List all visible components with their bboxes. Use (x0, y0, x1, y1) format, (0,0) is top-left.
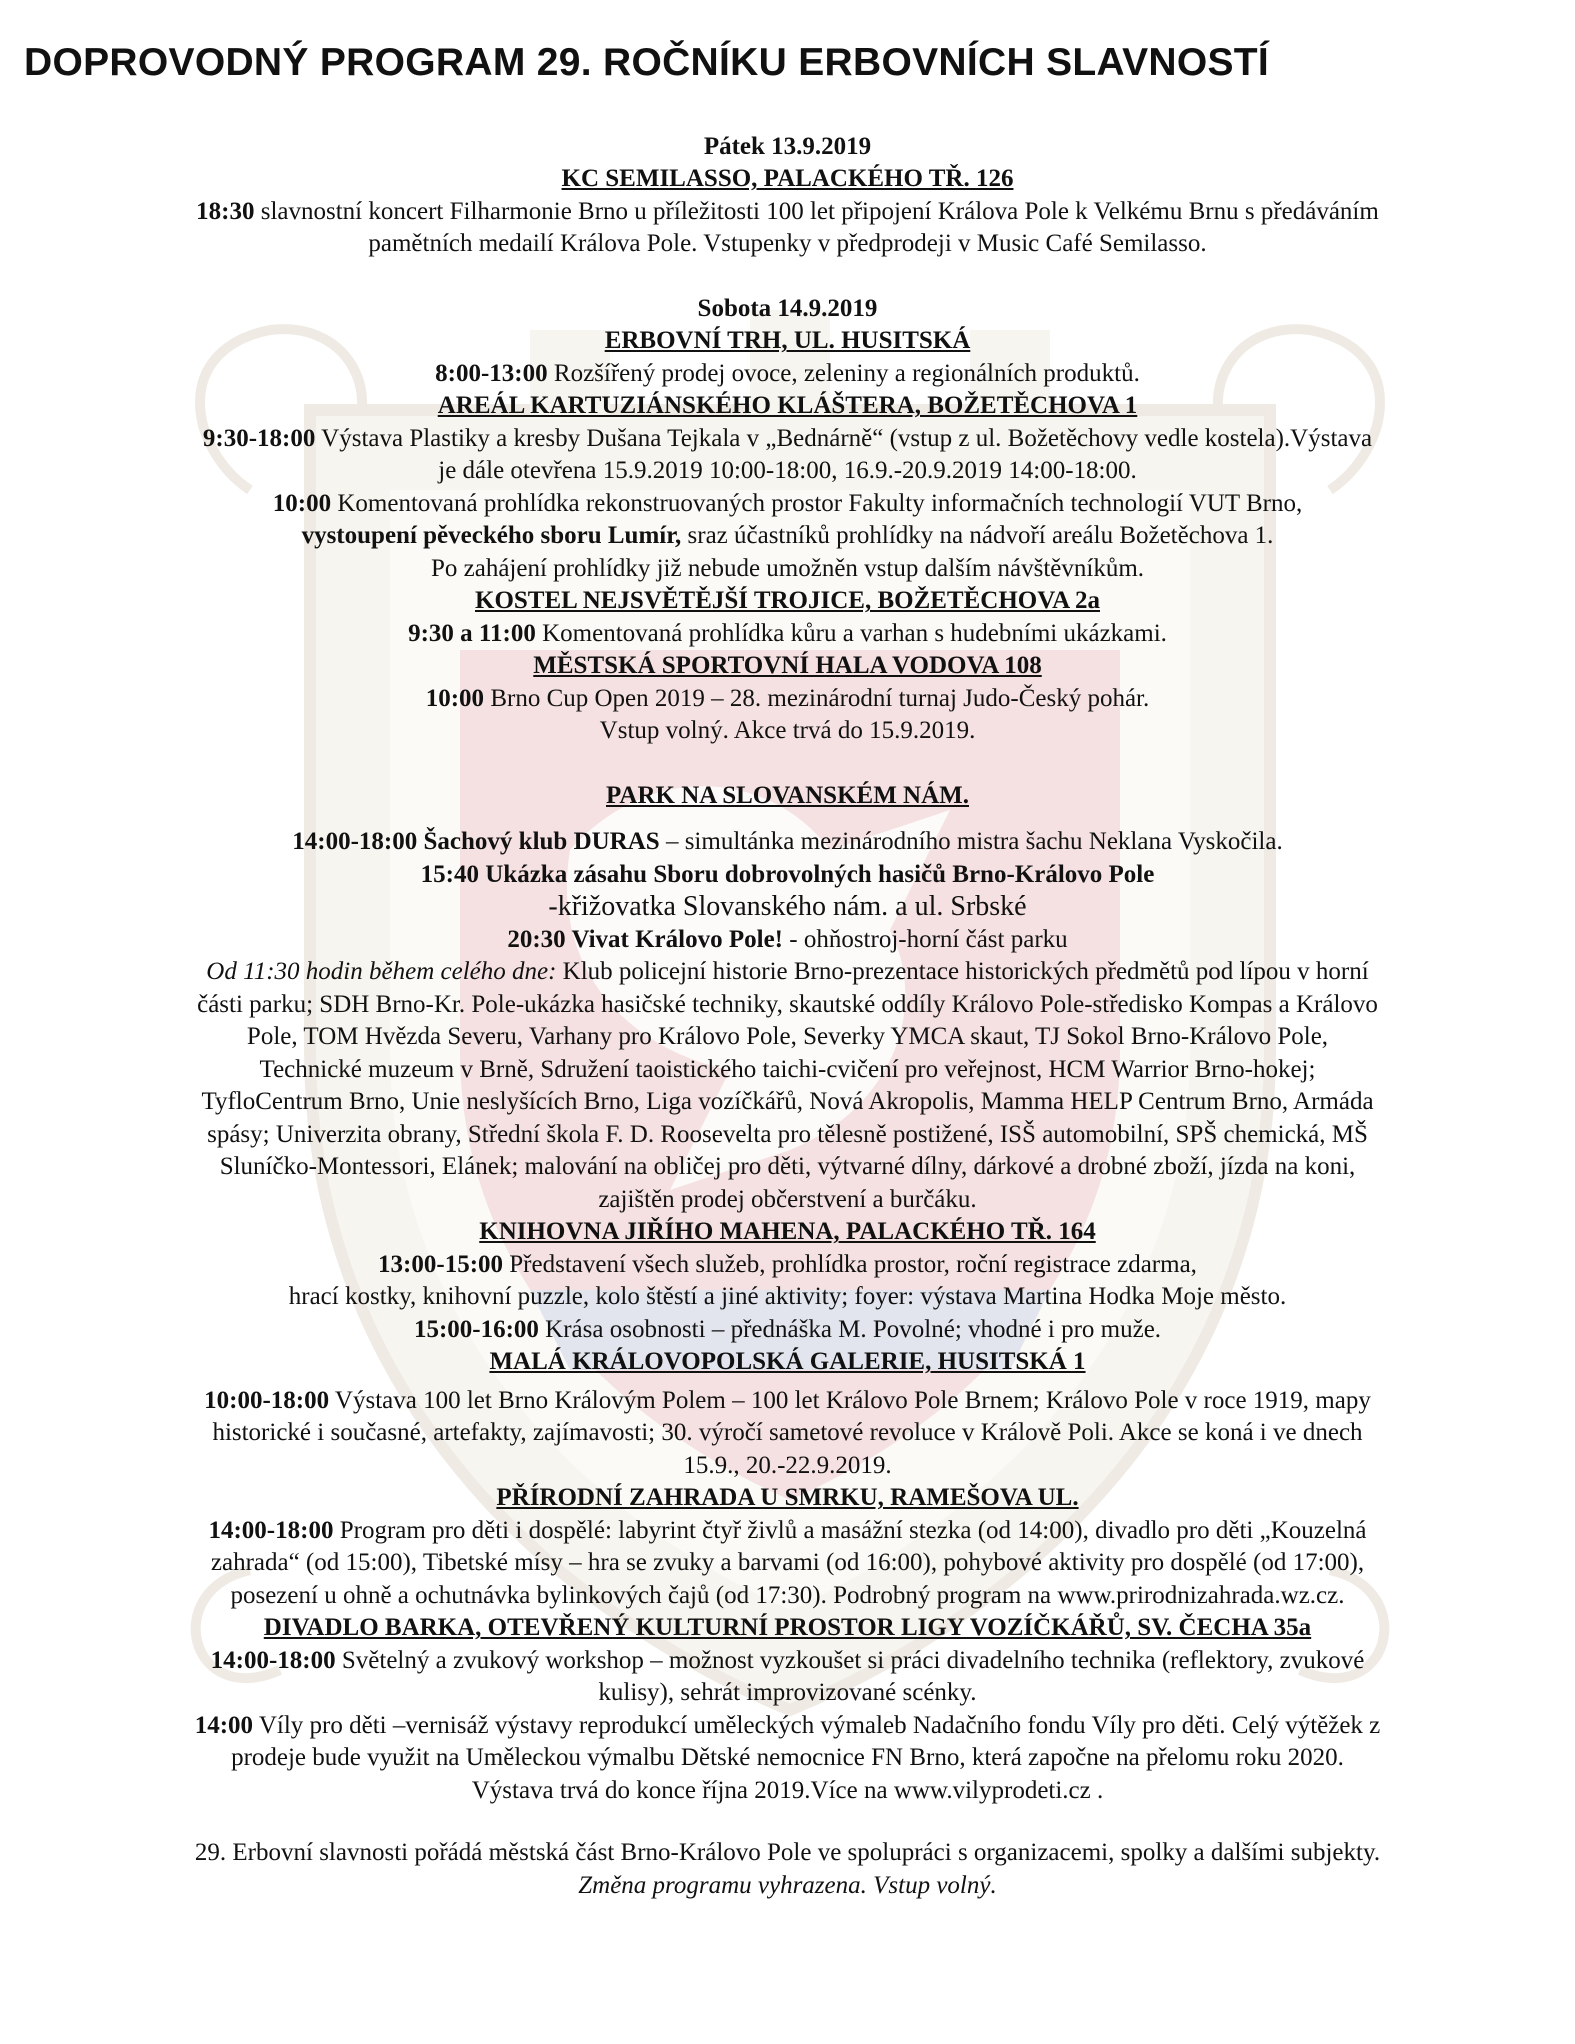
venue-kartuzie: AREÁL KARTUZIÁNSKÉHO KLÁŠTERA, BOŽETĚCHOVA 1 (437, 392, 1138, 420)
event-text: zahrada“ (od 15:00), Tibetské mísy – hra se zvuky a barvami (od 16:00), pohybové aktivity pro dospělé (od 17:00), (210, 1549, 1365, 1577)
event-organ-tour: 9:30 a 11:00 Komentovaná prohlídka kůru a varhan s hudebními ukázkami. (408, 619, 1167, 647)
event-concert: 18:30 slavnostní koncert Filharmonie Brno u příležitosti 100 let připojení Králova Pole k Velkému Brnu s předáváním (196, 197, 1379, 225)
event-text: Sluníčko-Montessori, Elánek; malování na obličej pro děti, výtvarné dílny, dárkové a drobné zboží, jízda na koni, (219, 1153, 1356, 1181)
change-note: Změna programu vyhrazena. Vstup volný. (578, 1871, 997, 1899)
event-text: 15.9., 20.-22.9.2019. (683, 1451, 892, 1479)
event-workshop: 14:00-18:00 Světelný a zvukový workshop – možnost vyzkoušet si práci divadelního technika (reflektory, zvukové (210, 1646, 1365, 1674)
venue-zahrada: PŘÍRODNÍ ZAHRADA U SMRKU, RAMEŠOVA UL. (496, 1484, 1079, 1512)
event-fireworks: 20:30 Vivat Královo Pole! - ohňostroj-horní část parku (507, 925, 1068, 953)
event-text: Vstup volný. Akce trvá do 15.9.2019. (599, 717, 976, 745)
event-text: historické i současné, artefakty, zajímavosti; 30. výročí sametové revoluce v Králově Poli. Akce se koná i ve dnech (212, 1419, 1363, 1447)
event-exhibition-tejkal: 9:30-18:00 Výstava Plastiky a kresby Dušana Tejkala v „Bednárně“ (vstup z ul. Božetěchovy vedle kostela).Výstava (202, 424, 1373, 452)
event-vernissage: 14:00 Víly pro děti –vernisáž výstavy reprodukcí uměleckých výmaleb Nadačního fondu Víly pro děti. Celý výtěžek z (194, 1711, 1381, 1739)
event-text: pamětních medailí Králova Pole. Vstupenky v předprodeji v Music Café Semilasso. (368, 230, 1207, 258)
event-text: je dále otevřena 15.9.2019 10:00-18:00, 16.9.-20.9.2019 14:00-18:00. (438, 457, 1137, 485)
venue-park: PARK NA SLOVANSKÉM NÁM. (606, 781, 969, 809)
event-text: Pole, TOM Hvězda Severu, Varhany pro Královo Pole, Severky YMCA skaut, TJ Sokol Brno-Královo Pole, (246, 1023, 1329, 1051)
venue-galerie: MALÁ KRÁLOVOPOLSKÁ GALERIE, HUSITSKÁ 1 (489, 1348, 1086, 1376)
event-chess: 14:00-18:00 Šachový klub DURAS – simultánka mezinárodního mistra šachu Neklana Vyskočila. (292, 828, 1283, 856)
event-lecture: 15:00-16:00 Krása osobnosti – přednáška M. Povolné; vhodné i pro muže. (413, 1315, 1162, 1343)
venue-semilasso: KC SEMILASSO, PALACKÉHO TŘ. 126 (561, 165, 1014, 193)
footer (24, 1837, 1551, 1902)
event-all-day: Od 11:30 hodin během celého dne: Klub policejní historie Brno-prezentace historických předmětů pod lípou v horní (206, 958, 1369, 986)
venue-knihovna: KNIHOVNA JIŘÍHO MAHENA, PALACKÉHO TŘ. 164 (479, 1218, 1096, 1246)
venue-sportovni-hala: MĚSTSKÁ SPORTOVNÍ HALA VODOVA 108 (533, 652, 1042, 680)
event-judo: 10:00 Brno Cup Open 2019 – 28. mezinárodní turnaj Judo-Český pohár. (425, 684, 1150, 712)
venue-barka: DIVADLO BARKA, OTEVŘENÝ KULTURNÍ PROSTOR LIGY VOZÍČKÁŘŮ, SV. ČECHA 35a (263, 1614, 1312, 1642)
event-library: 13:00-15:00 Představení všech služeb, prohlídka prostor, roční registrace zdarma, (378, 1250, 1197, 1278)
event-text: kulisy), sehrát improvizované scénky. (598, 1679, 977, 1707)
venue-kostel: KOSTEL NEJSVĚTĚJŠÍ TROJICE, BOŽETĚCHOVA 2a (475, 587, 1100, 615)
event-text: TyfloCentrum Brno, Unie neslyšících Brno, Liga vozíčkářů, Nová Akropolis, Mamma HELP Centrum Brno, Armáda (201, 1088, 1374, 1116)
venue-erbovni-trh: ERBOVNÍ TRH, UL. HUSITSKÁ (604, 327, 971, 355)
program-body (24, 131, 1551, 1808)
event-text: Po zahájení prohlídky již nebude umožněn vstup dalším návštěvníkům. (430, 554, 1145, 582)
event-text: spásy; Univerzita obrany, Střední škola F. D. Roosevelta pro tělesně postižené, ISŠ automobilní, SPŠ chemická, MŠ (207, 1120, 1368, 1148)
organizer-note: 29. Erbovní slavnosti pořádá městská část Brno-Královo Pole ve spolupráci s organizacemi, spolky a dalšími subjekty. (194, 1839, 1381, 1867)
event-text: hrací kostky, knihovní puzzle, kolo štěstí a jiné aktivity; foyer: výstava Martina Hodka Moje město. (288, 1283, 1287, 1311)
event-time: 18:30 (196, 197, 255, 225)
event-text: Výstava trvá do konce října 2019.Více na www.vilyprodeti.cz . (471, 1776, 1104, 1804)
event-text: -křižovatka Slovanského nám. a ul. Srbské (548, 891, 1027, 923)
day-heading-friday: Pátek 13.9.2019 (703, 132, 872, 160)
event-text: posezení u ohně a ochutnávka bylinkových čajů (od 17:30). Podrobný program na www.prirodnizahrada.wz.cz. (230, 1581, 1345, 1609)
event-text: části parku; SDH Brno-Kr. Pole-ukázka hasičské techniky, skautské oddíly Královo Pole-středisko Kompas a Královo (197, 990, 1378, 1018)
event-market: 8:00-13:00 Rozšířený prodej ovoce, zeleniny a regionálních produktů. (435, 359, 1140, 387)
event-firefighters: 15:40 Ukázka zásahu Sboru dobrovolných hasičů Brno-Královo Pole (420, 860, 1155, 888)
day-heading-saturday: Sobota 14.9.2019 (697, 294, 878, 322)
event-tour-fit: 10:00 Komentovaná prohlídka rekonstruovaných prostor Fakulty informačních technologií VUT Brno, (272, 489, 1303, 517)
event-text: vystoupení pěveckého sboru Lumír, sraz účastníků prohlídky na nádvoří areálu Božetěchova 1. (301, 522, 1274, 550)
event-text: zajištěn prodej občerstvení a burčáku. (598, 1185, 977, 1213)
event-text: Technické muzeum v Brně, Sdružení taoistického taichi-cvičení pro veřejnost, HCM Warrior Brno-hokej; (259, 1055, 1316, 1083)
event-garden: 14:00-18:00 Program pro děti i dospělé: labyrint čtyř živlů a masážní stezka (od 14:00), divadlo pro děti „Kouzelná (208, 1516, 1367, 1544)
event-gallery: 10:00-18:00 Výstava 100 let Brno Královým Polem – 100 let Královo Pole Brnem; Královo Pole v roce 1919, mapy (204, 1386, 1371, 1414)
page-title: DOPROVODNÝ PROGRAM 29. ROČNÍKU ERBOVNÍCH SLAVNOSTÍ (24, 41, 1270, 84)
event-text: prodeje bude využit na Uměleckou výmalbu Dětské nemocnice FN Brno, která započne na přelomu roku 2020. (231, 1744, 1344, 1772)
